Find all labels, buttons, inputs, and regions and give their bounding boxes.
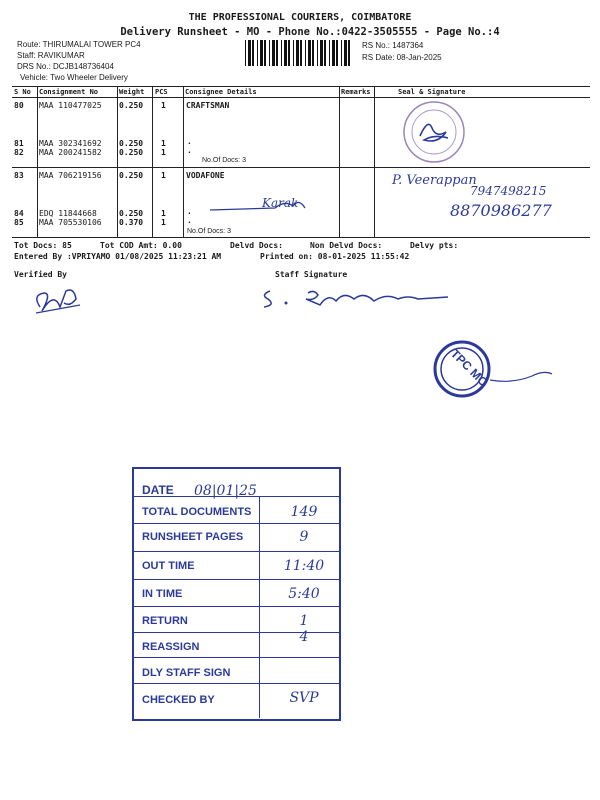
row-sno: 80 <box>14 101 24 110</box>
col-header-consignment: Consignment No <box>39 88 99 96</box>
row-consignee: VODAFONE <box>186 171 225 180</box>
barcode <box>245 40 353 66</box>
row-weight: 0.250 <box>119 171 144 180</box>
company-name: THE PROFESSIONAL COURIERS, COIMBATORE <box>188 12 412 23</box>
handwritten-signature <box>205 196 315 216</box>
row-consignee: . <box>187 216 192 225</box>
row-consignee: . <box>187 207 192 216</box>
row-weight: 0.370 <box>119 218 144 227</box>
docs-count-note: No.Of Docs: 3 <box>187 228 231 235</box>
drs-field: DRS No.: DCJB148736404 <box>17 62 114 71</box>
row-pcs: 1 <box>161 101 166 110</box>
stamp-value: 5:40 <box>288 586 320 602</box>
vehicle-field: Vehicle: Two Wheeler Delivery <box>20 73 128 82</box>
col-header-remarks: Remarks <box>341 88 371 96</box>
row-pcs: 1 <box>161 139 166 148</box>
stamp-value: 1 <box>299 613 309 629</box>
summary-stamp <box>132 467 341 721</box>
round-seal <box>398 98 470 164</box>
total-docs: Tot Docs: 85 <box>14 241 72 250</box>
row-consignee: CRAFTSMAN <box>186 101 230 110</box>
handwritten-name: P. Veerappan <box>392 173 477 188</box>
row-pcs: 1 <box>161 148 166 157</box>
row-sno: 85 <box>14 218 24 227</box>
stamp-label: RUNSHEET PAGES <box>142 531 244 543</box>
non-delivered-docs: Non Delvd Docs: <box>310 241 383 250</box>
row-sno: 83 <box>14 171 24 180</box>
row-consignment: MAA 706219156 <box>39 171 102 180</box>
docs-count-note: No.Of Docs: 3 <box>202 157 246 164</box>
col-header-consignee: Consignee Details <box>185 88 257 96</box>
row-weight: 0.250 <box>119 209 144 218</box>
verified-by-label: Verified By <box>14 270 67 279</box>
stamp-value: 9 <box>299 529 309 545</box>
total-cod: Tot COD Amt: 0.00 <box>100 241 182 250</box>
row-consignment: MAA 302341692 <box>39 139 102 148</box>
stamp-value: 11:40 <box>283 558 325 574</box>
stamp-date-value: 08|01|25 <box>194 483 257 499</box>
col-header-pcs: PCS <box>155 88 168 96</box>
stamp-label: DLY STAFF SIGN <box>142 667 231 679</box>
rs-date: RS Date: 08-Jan-2025 <box>362 53 442 62</box>
handwritten-phone: 7947498215 <box>470 184 547 198</box>
row-sno: 84 <box>14 209 24 218</box>
staff-signature-label: Staff Signature <box>275 270 348 279</box>
staff-field: Staff: RAVIKUMAR <box>17 51 85 60</box>
stamp-label: REASSIGN <box>142 641 200 653</box>
row-sno: 82 <box>14 148 24 157</box>
stamp-label: IN TIME <box>142 588 183 600</box>
tpc-stamp <box>432 340 562 400</box>
row-consignment: EDQ 11844668 <box>39 209 97 218</box>
row-sno: 81 <box>14 139 24 148</box>
stamp-value: SVP <box>289 690 319 706</box>
col-header-weight: Weight <box>119 88 145 96</box>
row-weight: 0.250 <box>119 101 144 110</box>
stamp-label: CHECKED BY <box>142 694 215 706</box>
row-pcs: 1 <box>161 218 166 227</box>
stamp-label: OUT TIME <box>142 560 195 572</box>
stamp-label: RETURN <box>142 615 188 627</box>
stamp-date-label: DATE <box>142 483 174 497</box>
row-consignee: . <box>187 137 192 146</box>
stamp-value: 149 <box>290 504 318 520</box>
col-header-sno: S No <box>14 88 31 96</box>
printed-on: Printed on: 08-01-2025 11:55:42 <box>260 252 410 261</box>
row-consignment: MAA 110477025 <box>39 101 102 110</box>
stamp-label: TOTAL DOCUMENTS <box>142 506 252 518</box>
staff-signature <box>258 283 458 313</box>
row-pcs: 1 <box>161 171 166 180</box>
row-weight: 0.250 <box>119 139 144 148</box>
row-consignment: MAA 705530106 <box>39 218 102 227</box>
rs-number: RS No.: 1487364 <box>362 41 424 50</box>
row-consignee: . <box>187 146 192 155</box>
entered-by: Entered By :VPRIYAMO 01/08/2025 11:23:21 AM <box>14 252 222 261</box>
handwritten-phone: 8870986277 <box>450 201 552 220</box>
stamp-value: 4 <box>299 629 309 645</box>
row84-note: Karak <box>262 196 299 210</box>
row-pcs: 1 <box>161 209 166 218</box>
tpc-stamp-text: TPC MO <box>447 346 491 390</box>
document-title: Delivery Runsheet - MO - Phone No.:0422-3505555 - Page No.:4 <box>120 26 500 38</box>
delivered-docs: Delvd Docs: <box>230 241 283 250</box>
row-weight: 0.250 <box>119 148 144 157</box>
verified-signature <box>30 285 90 320</box>
route-field: Route: THIRUMALAI TOWER PC4 <box>17 40 141 49</box>
row-consignment: MAA 200241582 <box>39 148 102 157</box>
col-header-seal-signature: Seal & Signature <box>398 88 466 96</box>
delivery-points: Delvy pts: <box>410 241 459 250</box>
